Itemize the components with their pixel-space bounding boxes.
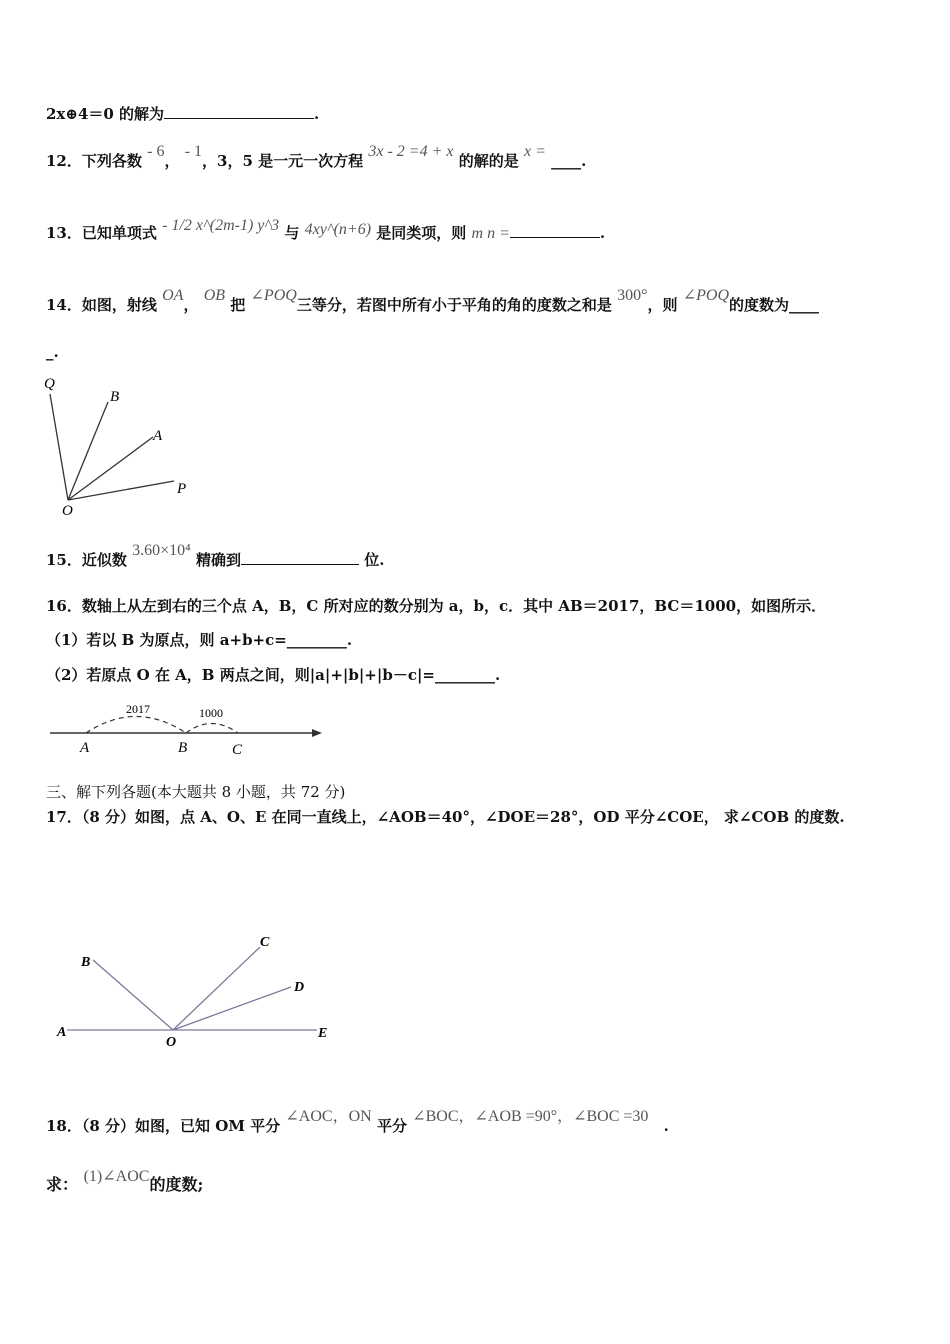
q14-line [46,287,820,315]
q12-text-a: 下列各数 [81,152,142,170]
q12-equation: 3x - 2 =4 + x [368,143,454,160]
q14-label-p: P [177,481,187,497]
q15-value: 3.60×10⁴ [132,542,191,559]
q17-ray-od [173,987,291,1030]
ask-text: 的度数; [149,1175,204,1194]
q15-text-a: 近似数 [81,551,127,569]
q13-end: . [599,224,606,242]
q14-text-a: 如图，射线 [81,296,157,314]
q17-label-a: A [57,1025,67,1040]
q18-line [46,1108,669,1136]
q13-text-a: 已知单项式 [81,224,157,242]
q12-value-1: - 6 [147,143,165,160]
q14-text-c: 三等分，若图中所有小于平角的角的度数之和是 [296,296,612,314]
ask-label: 求： [46,1175,79,1194]
q13-number: 13． [46,224,82,242]
q14-text-b: 把 [230,296,246,314]
q17-ray-oc [173,947,260,1030]
q14-figure [38,372,238,522]
q14-label-b: B [110,389,120,405]
q16-number: 16． [46,597,82,615]
q16-label-2017: 2017 [126,702,150,716]
q14-text-e: 的度数为____ [729,296,820,314]
q18-math-1: ∠AOC，ON [285,1108,372,1125]
q17-text: （8 分）如图，点 A、O、E 在同一直线上，∠AOB＝40°，∠DOE＝28°，OD 平分∠COE， 求∠COB 的度数. [81,808,845,826]
q14-sum: 300° [617,287,648,304]
q17-figure [55,930,355,1050]
q18-end: . [663,1117,669,1135]
q14-label-o: O [62,503,73,519]
q14-tail: _. [46,343,59,361]
q12-x-equals: x = [523,143,546,160]
q18-number: 18． [46,1117,82,1135]
q18-text-a: （8 分）如图，已知 OM 平分 [81,1117,281,1135]
q17-label-e: E [318,1026,328,1041]
ask-line [46,1168,204,1195]
q12-text-c: 的解的是 [458,152,519,170]
ask-math: (1)∠AOC [83,1168,150,1185]
q15-text-b: 精确到 [195,551,241,569]
q17-number: 17． [46,808,82,826]
q14-ray-p [68,481,174,500]
q12-value-2: - 1 [184,143,203,160]
q14-sep: ， [183,296,199,314]
q16-line [46,595,826,616]
q16-arc-bc [186,724,238,734]
q17-line [46,806,845,827]
q11-text: 2x⊕4＝0 的解为 [46,105,165,123]
q17-label-o: O [166,1035,177,1050]
q16-label-a: A [80,740,90,756]
q14-ray-q [50,394,68,500]
q14-label-q: Q [44,376,55,392]
q16-part2: （2）若原点 O 在 A，B 两点之间，则|a|+|b|+|b－c|=________. [46,666,501,684]
q16-label-1000: 1000 [199,706,223,720]
q14-number: 14． [46,296,82,314]
q11-line [46,103,319,124]
q13-blank [510,223,600,238]
q14-angle: ∠POQ [250,287,297,304]
q17-label-c: C [260,935,270,950]
q12-line [46,143,587,171]
q14-ray-oa: OA [162,287,184,304]
q16-arc-ab [86,717,186,734]
q16-label-b: B [178,740,188,756]
q16-number-line [46,700,336,760]
q17-label-b: B [81,955,91,970]
q14-ray-ob: OB [203,287,226,304]
q12-end: ____. [551,152,587,170]
q18-text-b: 平分 [376,1117,407,1135]
section-3-title: 三、解下列各题(本大题共 8 小题，共 72 分) [46,783,346,801]
q11-blank [164,104,314,119]
q13-monomial-1: - 1/2 x^(2m-1) y^3 [162,217,280,234]
q12-text-b: ，3，5 是一元一次方程 [202,152,364,170]
q14-label-a: A [153,428,163,444]
q16-axis-arrow [312,729,322,737]
q14-angle-2: ∠POQ [682,287,730,304]
q13-text-c: 是同类项，则 [376,224,467,242]
q17-ray-ob [93,960,173,1030]
q16-text: 数轴上从左到右的三个点 A，B，C 所对应的数分别为 a，b，c．其中 AB＝2017，BC＝1000，如图所示． [81,597,827,615]
q15-end: 位. [364,551,385,569]
q17-label-d: D [294,980,305,995]
q11-end: . [314,105,320,123]
q12-number: 12． [46,152,82,170]
q14-text-d: ，则 [647,296,678,314]
q13-text-b: 与 [284,224,300,242]
q15-blank [241,550,359,565]
q16-part1: （1）若以 B 为原点，则 a+b+c=________. [46,631,353,649]
q15-number: 15． [46,551,82,569]
q18-math-2: ∠BOC，∠AOB =90°，∠BOC =30 [412,1108,649,1125]
q16-label-c: C [232,742,243,758]
q12-sep: ， [164,152,180,170]
q13-line [46,217,606,243]
q15-line [46,542,385,570]
q13-expression: m n = [471,225,510,242]
q13-monomial-2: 4xy^(n+6) [304,221,372,238]
